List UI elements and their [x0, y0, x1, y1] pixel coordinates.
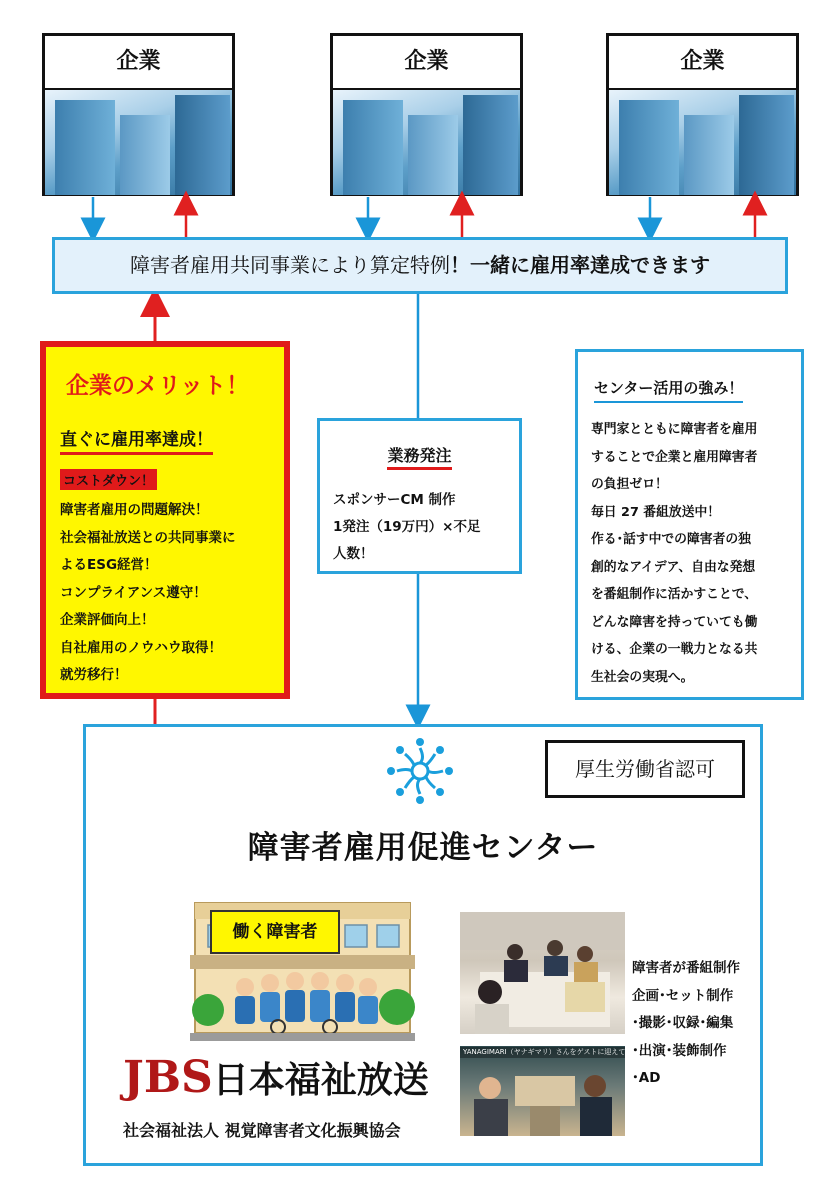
order-body: [333, 487, 481, 568]
strength-line: 生社会の実現へ。: [591, 669, 694, 685]
strength-line: を番組制作に活かすことで、: [591, 587, 758, 602]
studio-photo-icon: [460, 1046, 625, 1136]
merit-list: [60, 497, 285, 690]
photo-caption: YANAGIMARI（ヤナギマリ）さんをゲストに迎えて: [460, 1047, 625, 1058]
working-disabled-label: 働く障害者: [210, 910, 340, 954]
order-line: 人数！: [333, 546, 374, 562]
strength-line: 専門家とともに障害者を雇用: [591, 422, 758, 437]
merit-title: 企業のメリット！: [66, 373, 250, 399]
task-item: ･AD: [632, 1070, 661, 1086]
list-item: よるESG経営！: [60, 557, 158, 573]
order-title: 業務発注: [320, 443, 519, 466]
company-label: 企業: [45, 36, 232, 90]
list-item: 社会福祉放送との共同事業に: [60, 529, 236, 546]
merit-subtitle: 直ぐに雇用率達成！: [60, 425, 213, 455]
jbs-logo-name: 日本福祉放送: [212, 1059, 429, 1101]
workshop-photo: [460, 912, 625, 1034]
ministry-approval-box: 厚生労働省認可: [545, 740, 745, 798]
program-production-tasks: [632, 955, 740, 1093]
banner-text-part1: 障害者雇用共同事業により算定特例: [130, 253, 450, 277]
business-order-box: [317, 418, 522, 574]
strength-line: ける、企業の一戦力となる共: [591, 642, 758, 657]
order-line: スポンサーCM 制作: [333, 492, 456, 508]
strength-line: どんな障害を持っていても働: [591, 614, 758, 630]
task-item: 企画･セット制作: [632, 987, 734, 1004]
company-label: 企業: [333, 36, 520, 90]
order-line: 1発注（19万円）×不足: [333, 519, 481, 535]
company-merit-box: [40, 341, 290, 699]
merit-tag: コストダウン！: [60, 469, 157, 490]
list-item: 企業評価向上！: [60, 612, 155, 628]
center-logo-icon: [385, 736, 455, 806]
joint-project-banner: [52, 237, 788, 294]
task-item: ･出演･装飾制作: [632, 1042, 727, 1059]
banner-text-part2: ！一緒に雇用率達成できます: [450, 253, 710, 277]
strength-line: 毎日 27 番組放送中！: [591, 504, 721, 520]
strength-body: [591, 416, 799, 691]
list-item: コンプライアンス遵守！: [60, 584, 207, 601]
jbs-logo-letters: JBS: [123, 1052, 213, 1103]
jbs-logo: [123, 1052, 429, 1103]
task-item: ･撮影･収録･編集: [632, 1015, 734, 1031]
strength-line: 創的なアイデア、自由な発想: [591, 559, 756, 575]
task-item: 障害者が番組制作: [632, 960, 740, 976]
company-label: 企業: [609, 36, 796, 90]
studio-photo: [460, 1046, 625, 1136]
strength-title: センター活用の強み！: [594, 377, 743, 403]
strength-line: の負担ゼロ！: [591, 477, 668, 492]
organization-name: 社会福祉法人 視覚障害者文化振興協会: [123, 1121, 401, 1140]
list-item: 就労移行！: [60, 667, 128, 683]
strength-line: 作る･話す中での障害者の独: [591, 532, 751, 547]
workshop-photo-icon: [460, 912, 625, 1034]
list-item: 障害者雇用の問題解決！: [60, 502, 209, 518]
center-title: 障害者雇用促進センター: [247, 830, 599, 866]
list-item: 自社雇用のノウハウ取得！: [60, 639, 222, 656]
strength-line: することで企業と雇用障害者: [591, 449, 758, 465]
center-strength-box: [575, 349, 804, 700]
